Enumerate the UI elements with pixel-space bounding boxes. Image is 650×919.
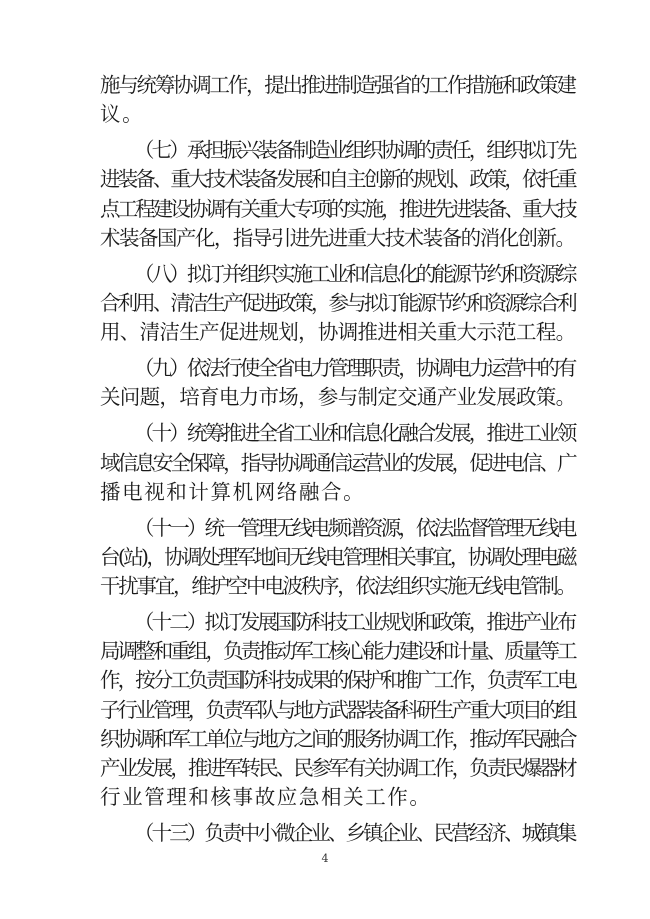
text-line: 术装备国产化，指导引进先进重大技术装备的消化创新。	[100, 226, 575, 250]
text-line: 织协调和军工单位与地方之间的服务协调工作，推动军民融合	[100, 727, 575, 751]
text-line: 播电视和计算机网络融合。	[100, 480, 366, 504]
text-line: 议。	[100, 102, 145, 126]
text-line: 台(站)，协调处理军地间无线电管理相关事宜，协调处理电磁	[100, 545, 575, 569]
text-line: 作，按分工负责国防科技成果的保护和推广工作，负责军工电	[100, 668, 575, 692]
text-line: 干扰事宜，维护空中电波秩序，依法组织实施无线电管制。	[100, 574, 575, 598]
text-line: 用、清洁生产促进规划，协调推进相关重大示范工程。	[100, 320, 576, 344]
text-line: （八）拟订并组织实施工业和信息化的能源节约和资源综	[134, 262, 575, 286]
text-line: （十）统筹推进全省工业和信息化融合发展，推进工业领	[134, 421, 575, 445]
text-line: 产业发展，推进军转民、民参军有关协调工作，负责民爆器材	[100, 756, 575, 780]
text-line: 施与统筹协调工作，提出推进制造强省的工作措施和政策建	[100, 73, 575, 97]
text-line: 局调整和重组，负责推动军工核心能力建设和计量、质量等工	[100, 639, 575, 663]
text-line: 合利用、清洁生产促进政策，参与拟订能源节约和资源综合利	[100, 291, 575, 315]
text-line: 点工程建设协调有关重大专项的实施，推进先进装备、重大技	[100, 197, 575, 221]
text-line: （七）承担振兴装备制造业组织协调的责任，组织拟订先	[134, 138, 575, 162]
text-line: 行业管理和核事故应急相关工作。	[100, 785, 432, 809]
text-line: （十二）拟订发展国防科技工业规划和政策，推进产业布	[134, 610, 575, 634]
text-line: 域信息安全保障，指导协调通信运营业的发展，促进电信、广	[100, 451, 575, 475]
text-line: （十三）负责中小微企业、乡镇企业、民营经济、城镇集	[134, 821, 575, 845]
text-line: 关问题，培育电力市场，参与制定交通产业发展政策。	[100, 385, 576, 409]
text-line: （九）依法行使全省电力管理职责，协调电力运营中的有	[134, 356, 575, 380]
page-number: 4	[321, 852, 329, 865]
text-line: 子行业管理，负责军队与地方武器装备科研生产重大项目的组	[100, 698, 575, 722]
text-line: （十一）统一管理无线电频谱资源，依法监督管理无线电	[134, 516, 575, 540]
text-line: 进装备、重大技术装备发展和自主创新的规划、政策，依托重	[100, 167, 575, 191]
